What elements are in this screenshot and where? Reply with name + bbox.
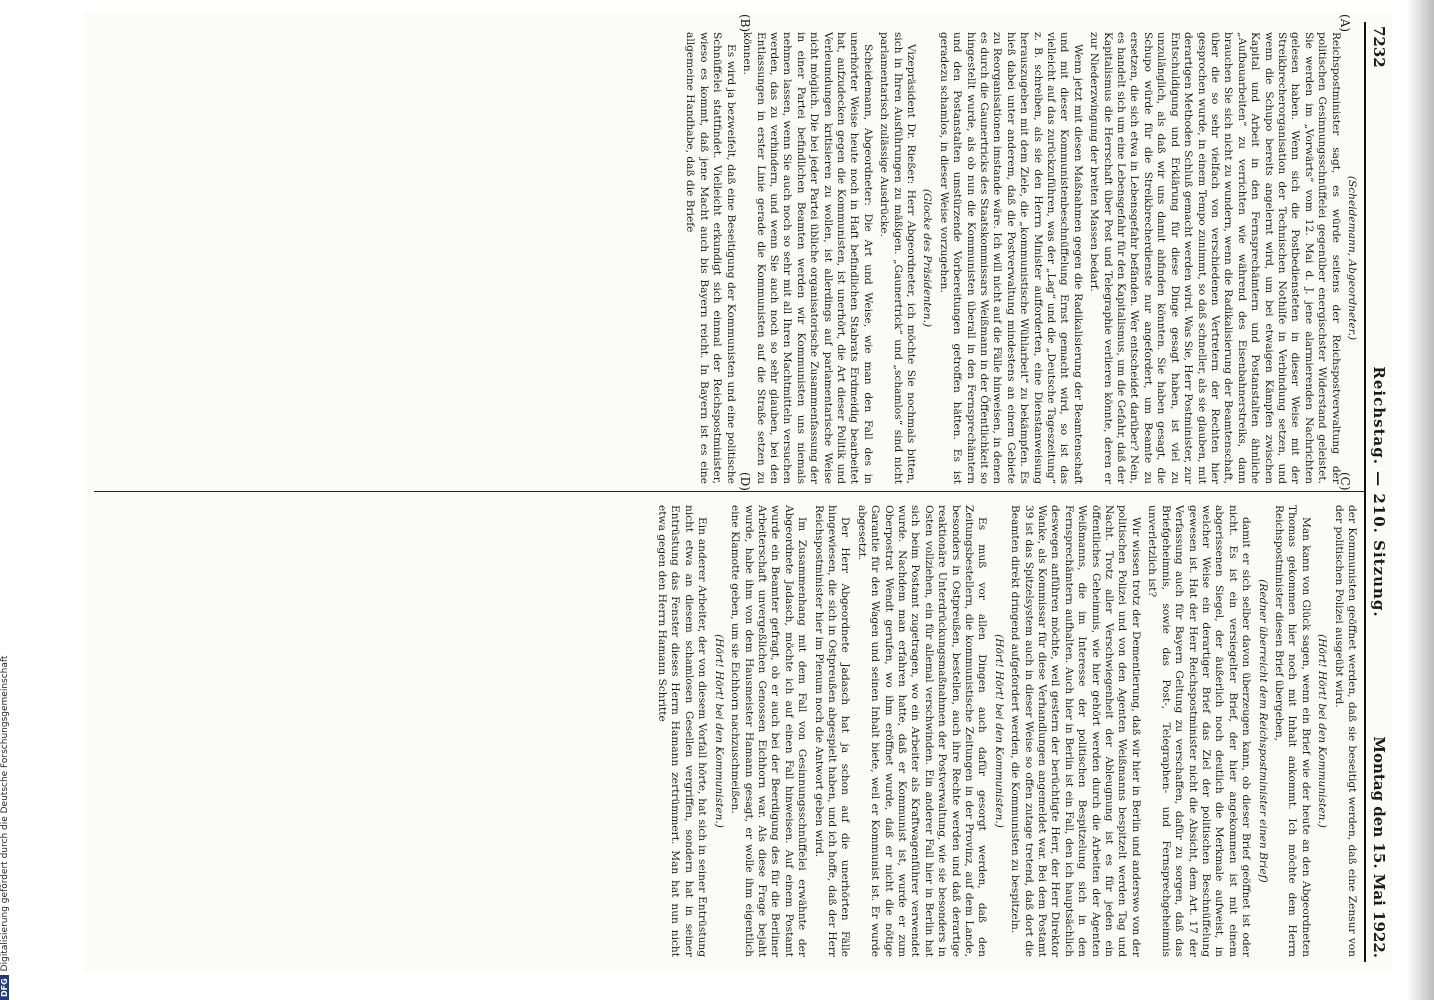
newspaper-page bbox=[84, 12, 1392, 972]
header-rule bbox=[1364, 22, 1366, 962]
paragraph: Wenn jetzt mit diesen Maßnahmen gegen die Radikalisierung der Beamtenschaft und mit dieser Kommunistenbeschnüffelung Ernst gemacht wird, so ist das vielleicht auf das zurückzuführen, was der „Lag“ und die „Deutsche Tageszeitung“ z. B. schreiben, als sie den Herrn Minister aufforderten, eine Dienstanweisung herauszugeben mit dem Ziele, die „kommunistische Wühlarbeit“ zu bekämpfen. Es hieß dabei unter anderem, daß die Postverwaltung mindestens an einem Gebiete zu Reorganisationen imstande wäre. Ich will nicht auf die Fälle hinweisen, in denen es durch die Gaunertricks des Staatskommissars Weißmann in der Öffentlichkeit so hingestellt wurde, als ob nun die Kommunisten überall in den Fernsprechämtern und den Postanstalten umstürzende Vorbereitungen getroffen hätten. Es ist geradezu schamlos, in dieser Weise vorzugehen. bbox=[937, 32, 1084, 484]
paragraph: Der Herr Abgeordnete Jadasch hat ja schon auf die unerhörten Fälle hingewiesen, die sich in Ostpreußen abgespielt haben, und ich hoffe, daß der Herr Reichspostminister hier im Plenum noch die Antwort geben wird. bbox=[812, 505, 852, 957]
speaker-label: (Scheidemann, Abgeordneter.) bbox=[1346, 175, 1358, 341]
stage-direction: (Hört! Hört! bei den Kommunisten.) bbox=[992, 634, 1005, 828]
paragraph: Man kann von Glück sagen, wenn ein Brief wie der heute an den Abgeordneten Thomas gekommen hier noch mit Inhalt ankommt. Ich möchte dem Herrn Reichspostminister diesen Brief übergeben, bbox=[1272, 505, 1312, 957]
scan-edge-shadow bbox=[1406, 0, 1434, 1000]
margin-mark-d: (D) bbox=[738, 472, 752, 491]
paragraph: damit er sich selber davon überzeugen kann, ob dieser Brief geöffnet ist oder nicht. Es ist ein versiegelter Brief, der hier angekommen ist mit einem abgerissenen Siegel, der äußerlich noch deutlich die Merkmale aufweist, in welcher Weise ein derartiger Brief das Ziel der politischen Beschnüffelung gewesen ist. Hat der Herr Reichspostminister nicht die Absicht, dem Art. 17 der Verfassung auch für Bayern Geltung zu verschaffen, dafür zu sorgen, daß das Briefgeheimnis, sowie das Post-, Telegraphen- und Fernsprechgeheimnis unverletzlich ist? bbox=[1146, 505, 1253, 957]
paragraph: Es muß vor allen Dingen auch dafür gesorgt werden, daß den Zeitungsbestellern, die kommunistische Zeitungen in der Provinz, auf dem Lande, besonders in Ostpreußen, bestellen, auch ihre Rechte werden und daß derartige reaktionäre Unterdrückungsmaßnahmen der Postverwaltung, wie sie besonders in Osten vollziehen, ein für allemal verschwinden. Ein anderer Fall hier in Berlin hat sich beim Postamt zugetragen, wo ein Arbeiter als Kraftwagenführer verwendet wurde. Nachdem man erfahren hatte, daß er Kommunist ist, wurde er zum Oberpostrat Wendt gerufen, wo ihm eröffnet wurde, daß er nicht die nötige Garantie für den Wagen und seinen Inhalt biete, weil er Kommunist ist. Er wurde abgesetzt. bbox=[855, 505, 989, 957]
dfg-logo: DFG bbox=[0, 975, 9, 1000]
margin-mark-c: (C) bbox=[1338, 472, 1352, 491]
paragraph: Vizepräsident Dr. Rießer: Herr Abgeordneter, ich möchte Sie nochmals bitten, sich in Ihren Ausführungen zu mäßigen. „Gaunertrick“ und „schamlos“ sind nicht parlamentarisch zulässige Ausdrücke. bbox=[878, 32, 917, 484]
session-date: Montag den 15. Mai 1922. bbox=[1370, 736, 1388, 958]
stage-direction: (Redner überreicht dem Reichspostminister einen Brief) bbox=[1256, 579, 1269, 883]
funding-note bbox=[0, 656, 10, 1000]
funding-text: Digitalisierung gefördert durch die Deutsche Forschungsgemeinschaft bbox=[0, 655, 10, 972]
paragraph: Im Zusammenhang mit dem Fall von Gesinnungsschnüffelei erwähnte der Abgeordnete Jadasch, möchte ich auf einen Fall hinweisen. Auf einem Postamt wurde ein Beamter gefragt, ob er auch bei der Beerdigung des für die Berliner Arbeiterschaft unvergeßlichen Genossen Eichhorn war. Als diese Frage bejaht wurde, habe ihm von dem Hausmeister Hamann gesagt, er wolle ihm eigentlich eine Klamotte geben, um sie Eichhorn nachzuschmeißen. bbox=[729, 505, 809, 957]
margin-mark-a: (A) bbox=[1338, 14, 1352, 33]
right-column bbox=[96, 505, 1358, 957]
column-divider bbox=[94, 491, 1364, 492]
paragraph: Wir wissen trotz der Dementierung, daß wir hier in Berlin und anderswo von der politischen Polizei und von den Agenten Weißmanns bespitzelt werden Tag und Nacht. Trotz aller Verschwiegenheit der Ableugnung ist es für jeden ein öffentliches Geheimnis, wie hier gehört werden durch die Arbeiten der Agenten Weißmanns, die im Interesse der politischen Bespitzelung sich in den Fernsprechämtern aufhalten. Auch hier in Berlin ist ein Fall, den ich hauptsächlich deswegen anführen möchte, weil gestern der berüchtigte Herr, der Herr Direktor Wanke, als Kommissar für diese Verhandlungen angemeldet war. Bei dem Postamt 39 ist das Spitzelsystem auch in dieser Weise so offen zutage tretend, daß dort die Beamten direkt dringend aufgefordert werden, die Kommunisten zu bespitzeln. bbox=[1009, 505, 1142, 957]
paragraph: Reichspostminister sagt, es würde seitens der Reichspostverwaltung der politischen Gesinnungsschnüffelei gegenüber energischster Widerstand geleistet. Sie werden im „Vorwärts“ vom 12. Mai d. J. jene alarmierenden Nachrichten gelesen haben. Wenn sich die Postbediensteten in dieser Weise mit der Streikbrecherorganisation der Technischen Nothilfe in Verbindung setzen, und wenn die Schupo bereits angelernt wird, um bei etwaigen Kämpfen zwischen Kapital und Arbeit in den Fernsprechämtern und Postanstalten ähnliche „Aufbauarbeiten“ zu verrichten wie während des Eisenbahnerstreiks, dann brauchen Sie sich nicht zu wundern, wenn die Radikalisierung der Beamtenschaft, über die so sehr vielfach von verschiedenen Vertretern der Rechten hier gesprochen wurde, in einem Tempo zunimmt, so daß schneller, als sie glauben, mit derartigen Methoden Schluß gemacht werden wird. Was Sie, Herr Postminister, zur Entschuldigung und Erklärung für diese Dinge gesagt haben, ist viel zu unzulänglich, als daß wir uns damit abfinden könnten. Sie haben gesagt, die Schupo würde für die Streikbrecherdienste nur angefordert, um Beamte zu ersetzen, die sich etwa in Lebensgefahr befänden. Wer entscheidet darüber? Nein, es handelt sich um eine Lebensgefahr für den Kapitalismus, um die Gefahr, daß der Kapitalismus die Herrschaft über Post und Telegraphie verlieren könnte, deren er zur Niederzwingung der breiten Massen bedarf. bbox=[1088, 32, 1342, 484]
paragraph: Es wird ja bezweifelt, daß eine Beseitigung der Kommunisten und eine politische Schnüffelei stattfindet. Vielleicht erkundigt sich einmal der Reichspostminister, wieso es kommt, daß jene Macht auch bis Bayern reicht. In Bayern ist es eine allgemeine Handhabe, daß die Briefe bbox=[684, 32, 737, 484]
stage-direction: (Hört! Hört! bei den Kommunisten.) bbox=[712, 634, 725, 828]
paragraph: der Kommunisten geöffnet werden, daß sie beseitigt werden, daß eine Zensur von der politischen Polizei ausgeübt wird. bbox=[1332, 505, 1358, 957]
stage-direction: (Glocke des Präsidenten.) bbox=[921, 188, 934, 328]
margin-mark-b: (B) bbox=[738, 14, 752, 33]
left-column bbox=[96, 32, 1358, 484]
paragraph: Ein anderer Arbeiter, der von diesem Vorfall hörte, hat sich in seiner Entrüstung nicht etwa an diesem schamlosen Gesellen vergriffen, sondern hat in seiner Entrüstung das Fenster dieses Herrn Hamann zertrümmert. Man hat nun nicht etwa gegen den Herrn Hamann Schritte bbox=[656, 505, 709, 957]
session-title: Reichstag. — 210. Sitzung. bbox=[1370, 366, 1388, 618]
paragraph: Scheidemann, Abgeordneter: Die Art und Weise, wie man den Fall des in unerhörter Weise heute noch in Haft befindlichen Stabrats Erdmeidig bearbeitet hat, aufzudecken gegen die Kommunisten, ist unerhört, die Art dieser Politik und Verleumdungen kritisieren zu wollen, ist allerdings auf parlamentarische Weise nicht möglich. Die bei jeder Partei übliche organisatorische Zusammenfassung der in einer Partei befindlichen Beamten werden wir Kommunisten uns niemals nehmen lassen, wenn Sie auch noch so sehr mit all Ihren Machtmitteln versuchen werden, das zu verhindern, und wenn Sie auch noch so sehr glauben, bei den Entlassungen in erster Linie gerade die Kommunisten auf die Straße setzen zu können. bbox=[741, 32, 874, 484]
page-number: 7232 bbox=[1370, 26, 1388, 68]
stage-direction: (Hört! Hört! bei den Kommunisten.) bbox=[1316, 634, 1329, 828]
